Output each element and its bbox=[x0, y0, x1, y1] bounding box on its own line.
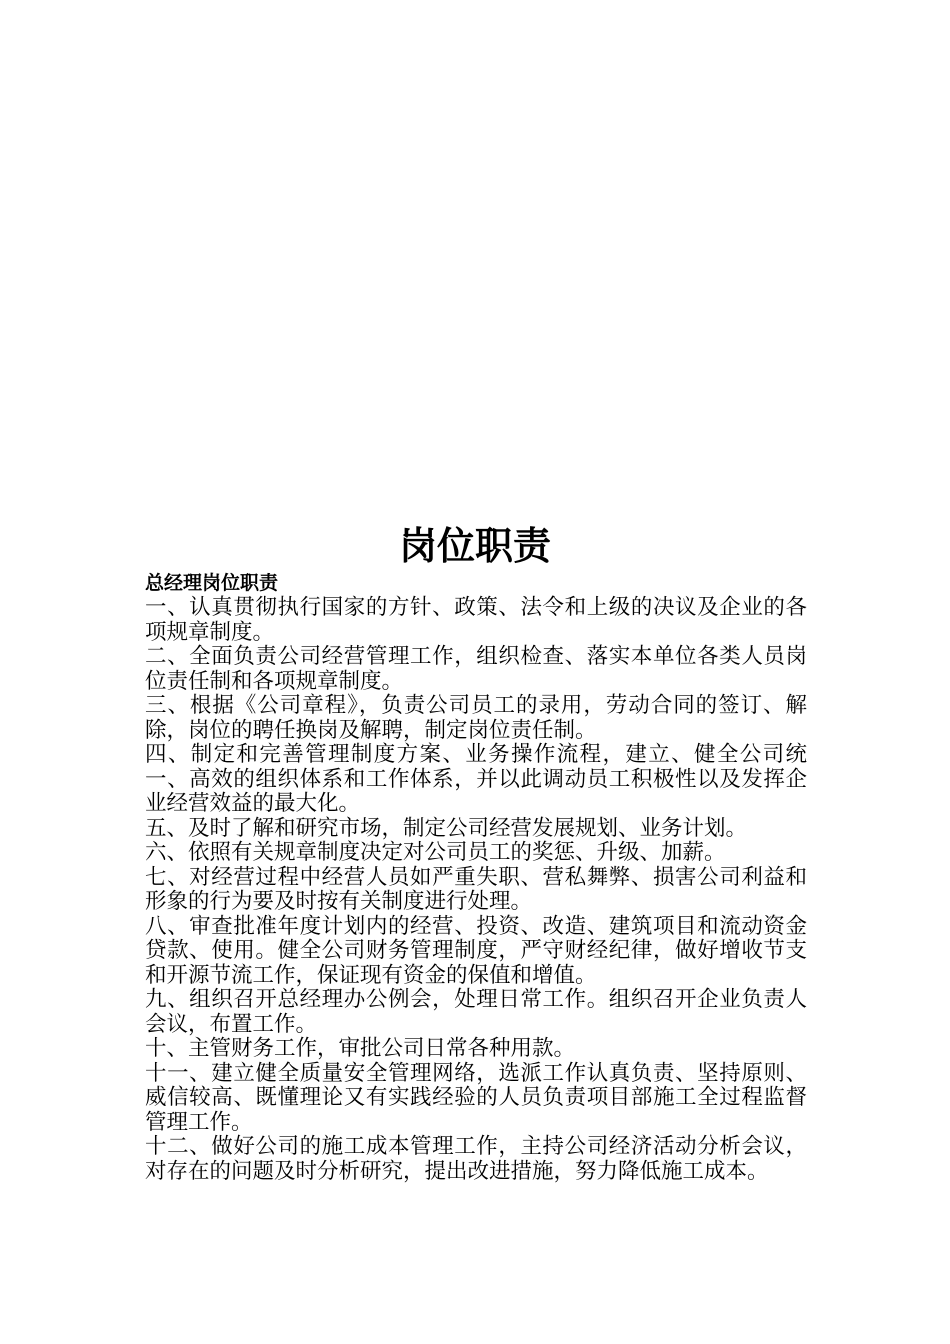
clause-5: 五、及时了解和研究市场，制定公司经营发展规划、业务计划。 bbox=[145, 815, 748, 841]
clause-8: 八、审查批准年度计划内的经营、投资、改造、建筑项目和流动资金贷款、使用。健全公司财务管理制度，严守财经纪律，做好增收节支和开源节流工作，保证现有资金的保值和增值。 bbox=[145, 913, 807, 988]
document-title: 岗位职责 bbox=[398, 524, 551, 568]
clause-7: 七、对经营过程中经营人员如严重失职、营私舞弊、损害公司利益和形象的行为要及时按有关制度进行处理。 bbox=[145, 864, 807, 914]
document-body bbox=[145, 570, 807, 1184]
section-heading: 总经理岗位职责 bbox=[145, 572, 279, 594]
clause-9: 九、组织召开总经理办公例会，处理日常工作。组织召开企业负责人会议，布置工作。 bbox=[145, 987, 807, 1037]
clause-2: 二、全面负责公司经营管理工作，组织检查、落实本单位各类人员岗位责任制和各项规章制度。 bbox=[145, 644, 807, 694]
clause-12: 十二、做好公司的施工成本管理工作，主持公司经济活动分析会议，对存在的问题及时分析研究，提出改进措施，努力降低施工成本。 bbox=[145, 1134, 807, 1184]
clause-4: 四、制定和完善管理制度方案、业务操作流程，建立、健全公司统一、高效的组织体系和工作体系，并以此调动员工积极性以及发挥企业经营效益的最大化。 bbox=[145, 742, 807, 816]
clause-3: 三、根据《公司章程》，负责公司员工的录用，劳动合同的签订、解除，岗位的聘任换岗及解聘，制定岗位责任制。 bbox=[145, 693, 807, 743]
clause-10: 十、主管财务工作，审批公司日常各种用款。 bbox=[145, 1036, 576, 1061]
clause-6: 六、依照有关规章制度决定对公司员工的奖惩、升级、加薪。 bbox=[145, 840, 726, 865]
clause-11: 十一、建立健全质量安全管理网络，选派工作认真负责、坚持原则、威信较高、既懂理论又有实践经验的人员负责项目部施工全过程监督管理工作。 bbox=[145, 1060, 807, 1135]
clause-1: 一、认真贯彻执行国家的方针、政策、法令和上级的决议及企业的各项规章制度。 bbox=[145, 595, 807, 645]
